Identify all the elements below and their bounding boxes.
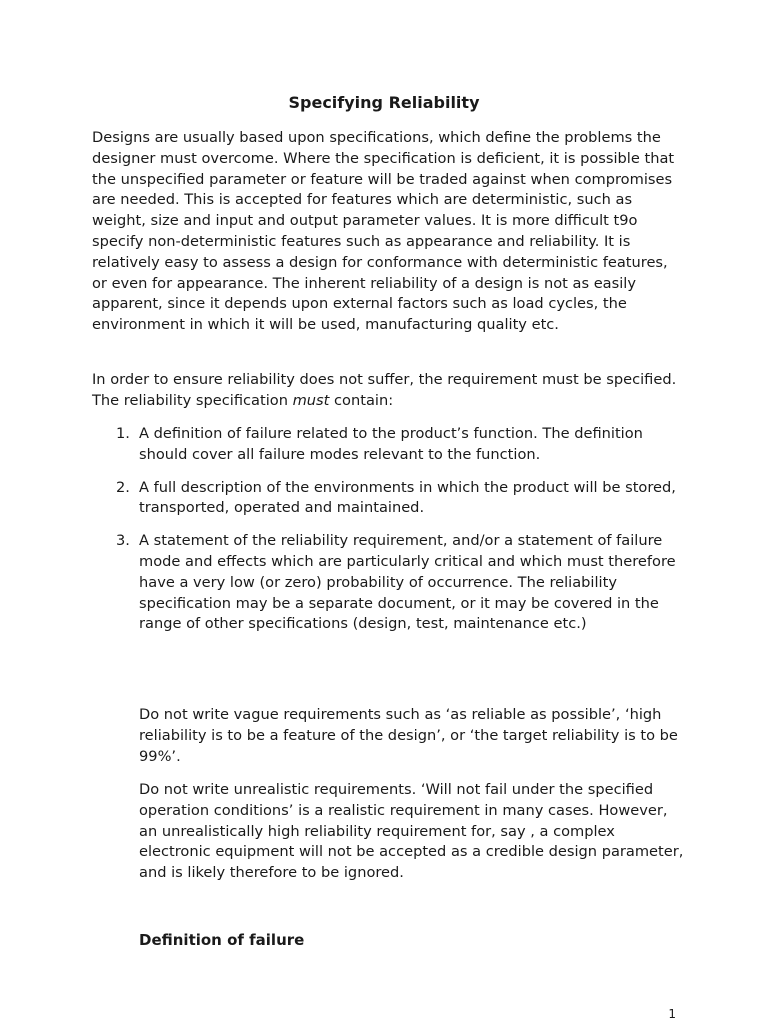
- list-item-number: 3.: [116, 532, 130, 550]
- list-item-text: A statement of the reliability requirement, and/or a statement of failure mode and effects which are particularly critical and which must therefore have a very low (or zero) probability of occurrence. The reliability specification may be a separate document, or it may be covered in the range of other specifications (design, test, maintenance etc.): [139, 532, 676, 633]
- list-item-number: 1.: [116, 425, 130, 442]
- list-item: [92, 424, 692, 466]
- vague-requirements-paragraph: Do not write vague requirements such as ‘as reliable as possible’, ‘high reliability is to be a feature of the design’, or ‘the target reliability is to be 99%’.: [139, 706, 678, 765]
- emphasis-must: must: [292, 391, 330, 409]
- list-item: [92, 478, 692, 520]
- section-heading: Definition of failure: [139, 931, 305, 949]
- requirement-paragraph-tail: contain:: [329, 391, 394, 409]
- list-item-number: 2.: [116, 478, 130, 496]
- list-item: [92, 531, 692, 635]
- requirement-paragraph-text: In order to ensure reliability does not suffer, the requirement must be specified. The reliability specification: [92, 371, 677, 409]
- specification-list: [92, 424, 692, 647]
- page-number: 1: [668, 1007, 676, 1021]
- list-item-text: A definition of failure related to the product’s function. The definition should cover all failure modes relevant to the function.: [139, 425, 643, 463]
- unrealistic-requirements-paragraph: Do not write unrealistic requirements. ‘Will not fail under the specified operation conditions’ is a realistic requirement in many cases. However, an unrealistically high reliability requirement for, say , a complex electronic equipment will not be accepted as a credible design parameter, and is likely therefore to be ignored.: [139, 781, 684, 882]
- requirement-paragraph: [92, 370, 682, 412]
- intro-paragraph: Designs are usually based upon specifications, which define the problems the designer must overcome. Where the specification is deficient, it is possible that the unspecified parameter or feature will be traded against when compromises are needed. This is accepted for features which are deterministic, such as weight, size and input and output parameter values. It is more difficult t9o specify non-deterministic features such as appearance and reliability. It is relatively easy to assess a design for conformance with deterministic features, or even for appearance. The inherent reliability of a design is not as easily apparent, since it depends upon external factors such as load cycles, the environment in which it will be used, manufacturing quality etc.: [92, 129, 675, 334]
- list-item-text: A full description of the environments in which the product will be stored, transported, operated and maintained.: [139, 478, 676, 517]
- page-title: Specifying Reliability: [288, 93, 480, 112]
